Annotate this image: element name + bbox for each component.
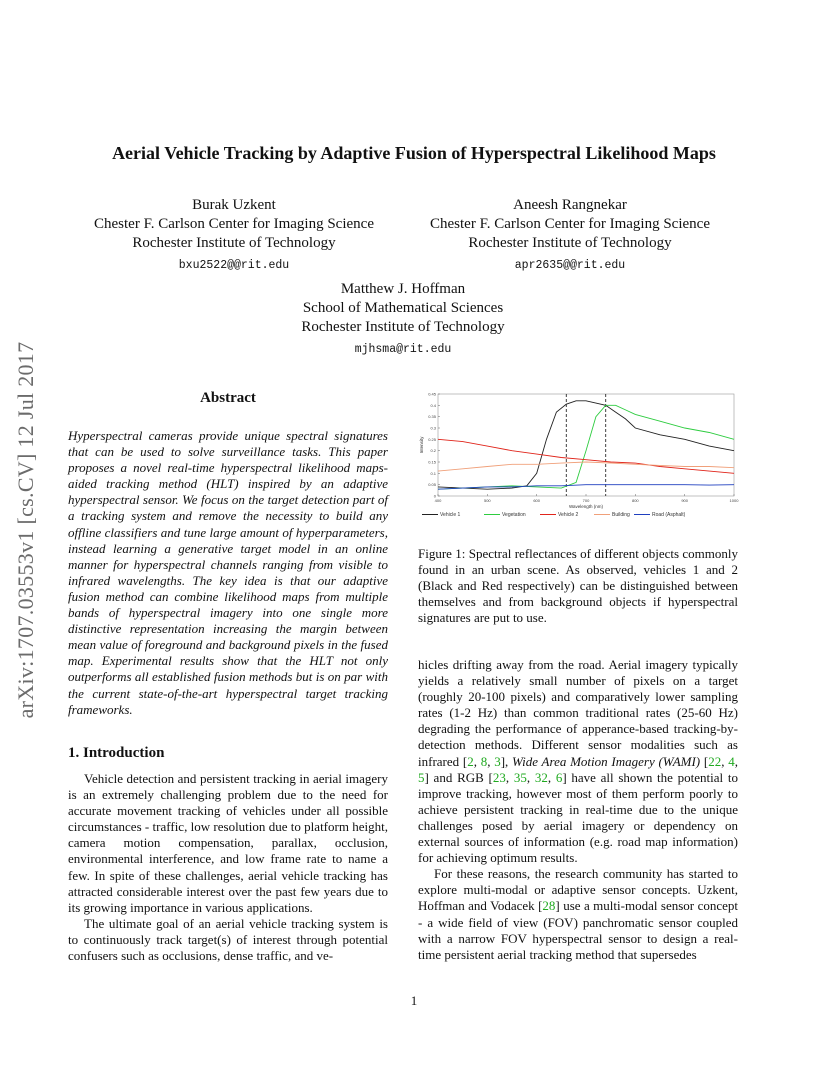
paragraph: For these reasons, the research community has started to explore multi-modal or adaptive sensor concepts. Uzkent, Hoffman and Vodacek [28] use a multi-modal sensor concept - a wide field of view (FOV) panchromatic sensor coupled with a narrow FOV hyperspectral sensor to design a real-time persistent aerial tracking method that supersedes bbox=[418, 866, 738, 962]
arxiv-identifier: arXiv:1707.03553v1 [cs.CV] 12 Jul 2017 bbox=[13, 341, 38, 719]
wami-term: Wide Area Motion Imagery (WAMI) bbox=[512, 753, 701, 769]
y-tick-label: 0.15 bbox=[428, 459, 436, 465]
x-tick-label: 400 bbox=[434, 498, 442, 503]
author-email[interactable]: apr2635@@rit.edu bbox=[514, 259, 626, 272]
author-email[interactable]: mjhsma@rit.edu bbox=[354, 343, 452, 356]
citation-link[interactable]: 22 bbox=[708, 753, 722, 769]
abstract-text: Hyperspectral cameras provide unique spectral signatures that can be used to solve surveillance tasks. This paper proposes a novel real-time hyperspectral likelihood maps-aided tracking method (HLT) inspired by an adaptive hyperspectral sensor. We focus on the target detection part of a tracking system and remove the necessity to build any offline classifiers and tune large amount of hyperparameters, instead learning a generative target model in an online manner for hyperspectral channels ranging from visible to infrared wavelengths. The key idea is that our adaptive fusion method can combine likelihood maps from multiple bands of hyperspectral imagery into one single more distinctive representation increasing the margin between mean value of foreground and background pixels in the fused map. Experimental results show that the HLT not only outperforms all established fusion methods but is on par with the current state-of-the-art hyperspectral target tracking frameworks. bbox=[68, 428, 388, 717]
section-heading-introduction: 1. Introduction bbox=[68, 745, 165, 761]
author-name: Burak Uzkent bbox=[192, 197, 276, 213]
y-tick-label: 0 bbox=[433, 493, 436, 499]
author-affiliation: Chester F. Carlson Center for Imaging Science bbox=[430, 216, 710, 232]
y-axis-label: Intensity bbox=[419, 436, 424, 454]
series-line-building bbox=[438, 462, 734, 471]
legend-item bbox=[484, 512, 526, 518]
citation-link[interactable]: 8 bbox=[480, 753, 488, 769]
author-name: Aneesh Rangnekar bbox=[513, 197, 627, 213]
legend-swatch bbox=[594, 514, 610, 515]
chart-legend bbox=[422, 510, 742, 522]
citation-link[interactable]: 4 bbox=[728, 753, 735, 769]
y-tick-label: 0.2 bbox=[430, 448, 436, 454]
author-name: Matthew J. Hoffman bbox=[340, 281, 466, 297]
author-block-1 bbox=[69, 196, 399, 275]
legend-item bbox=[594, 512, 630, 518]
citation-link[interactable]: 23 bbox=[492, 769, 506, 785]
paragraph: Vehicle detection and persistent tracking in aerial imagery is an extremely challenging problem due to the need for accurate movement tracking of vehicles under all possible circumstances - traffic, low resolution due to platform height, camera motion compensation, parallax, occlusion, environmental interference, and low frame rate to name a few. In spite of these challenges, aerial vehicle tracking has attracted considerable interest over the past few years due to its growing importance in various applications. bbox=[68, 771, 388, 915]
paragraph: The ultimate goal of an aerial vehicle tracking system is to continuously track target(s) of interest through potential confusers such as occlusions, dense traffic, and ve- bbox=[68, 915, 388, 964]
paragraph: hicles drifting away from the road. Aerial imagery typically yields a relatively small number of pixels on a target (roughly 20-100 pixels) and comparatively lower sampling rates (1-2 Hz) than common traditional rates (25-60 Hz) degrading the performance of apperance-based tracking-by-detection methods. Different sensor modalities such as infrared [2, 8, 3], Wide Area Motion Imagery (WAMI) [22, 4, 5] and RGB [23, 35, 32, 6] have all shown the potential to improve tracking, however most of them perform poorly to achieve persistent tracking in real-time due to the unique challenges posed by aerial imagery or dependency on external sources of information (e.g. road map information) for achieving optimum results. bbox=[418, 657, 738, 866]
series-line-road-asphalt bbox=[438, 485, 734, 490]
paper-title: Aerial Vehicle Tracking by Adaptive Fusion of Hyperspectral Likelihood Maps bbox=[112, 143, 716, 163]
author-affiliation: School of Mathematical Sciences bbox=[302, 300, 504, 316]
citation-link[interactable]: 6 bbox=[555, 769, 563, 785]
legend-label: Vehicle 1 bbox=[440, 512, 461, 518]
abstract-heading: Abstract bbox=[200, 390, 256, 406]
y-tick-label: 0.05 bbox=[428, 482, 436, 488]
x-tick-label: 500 bbox=[483, 498, 491, 503]
citation-link[interactable]: 32 bbox=[534, 769, 548, 785]
series-line-vegetation bbox=[438, 405, 734, 489]
x-tick-label: 1000 bbox=[729, 498, 739, 503]
x-tick-label: 900 bbox=[681, 498, 689, 503]
legend-swatch bbox=[634, 514, 650, 515]
y-tick-label: 0.45 bbox=[428, 391, 436, 397]
y-tick-label: 0.3 bbox=[430, 425, 436, 431]
introduction-body bbox=[68, 771, 388, 964]
figure-1-caption: Figure 1: Spectral reflectances of different objects commonly found in an urban scene. As observed, vehicles 1 and 2 (Black and Red respectively) can be distinguished between themselves and from background objects if hyperspectral signatures are put to use. bbox=[418, 546, 738, 626]
citation-link[interactable]: 28 bbox=[542, 898, 556, 914]
legend-item bbox=[540, 512, 578, 518]
legend-swatch bbox=[484, 514, 500, 515]
series-line-vehicle-2 bbox=[438, 439, 734, 473]
legend-label: Road (Asphalt) bbox=[652, 512, 686, 518]
y-tick-label: 0.25 bbox=[428, 436, 436, 442]
legend-swatch bbox=[422, 514, 438, 515]
x-tick-label: 800 bbox=[631, 498, 639, 503]
legend-label: Building bbox=[612, 512, 630, 518]
author-affiliation: Chester F. Carlson Center for Imaging Science bbox=[94, 216, 374, 232]
legend-label: Vehicle 2 bbox=[558, 512, 579, 518]
y-tick-label: 0.35 bbox=[428, 414, 436, 420]
x-axis-label: Wavelength (nm) bbox=[568, 504, 604, 509]
legend-swatch bbox=[540, 514, 556, 515]
citation-link[interactable]: 5 bbox=[418, 769, 425, 785]
author-block-3 bbox=[238, 280, 568, 359]
legend-item bbox=[634, 512, 685, 518]
author-institution: Rochester Institute of Technology bbox=[468, 235, 672, 251]
page-number: 1 bbox=[410, 993, 418, 1008]
author-block-2 bbox=[405, 196, 735, 275]
citation-link[interactable]: 35 bbox=[513, 769, 527, 785]
y-tick-label: 0.1 bbox=[430, 470, 436, 476]
right-column-body bbox=[418, 657, 738, 963]
y-tick-label: 0.4 bbox=[430, 402, 436, 408]
author-institution: Rochester Institute of Technology bbox=[132, 235, 336, 251]
x-tick-label: 600 bbox=[533, 498, 541, 503]
author-institution: Rochester Institute of Technology bbox=[301, 319, 505, 335]
citation-link[interactable]: 2 bbox=[467, 753, 474, 769]
x-tick-label: 700 bbox=[582, 498, 590, 503]
legend-label: Vegetation bbox=[502, 512, 526, 518]
arxiv-sidebar bbox=[6, 295, 46, 765]
citation-link[interactable]: 3 bbox=[494, 753, 501, 769]
legend-item bbox=[422, 512, 460, 518]
figure-1-spectral-chart bbox=[418, 388, 740, 523]
author-email[interactable]: bxu2522@@rit.edu bbox=[178, 259, 290, 272]
